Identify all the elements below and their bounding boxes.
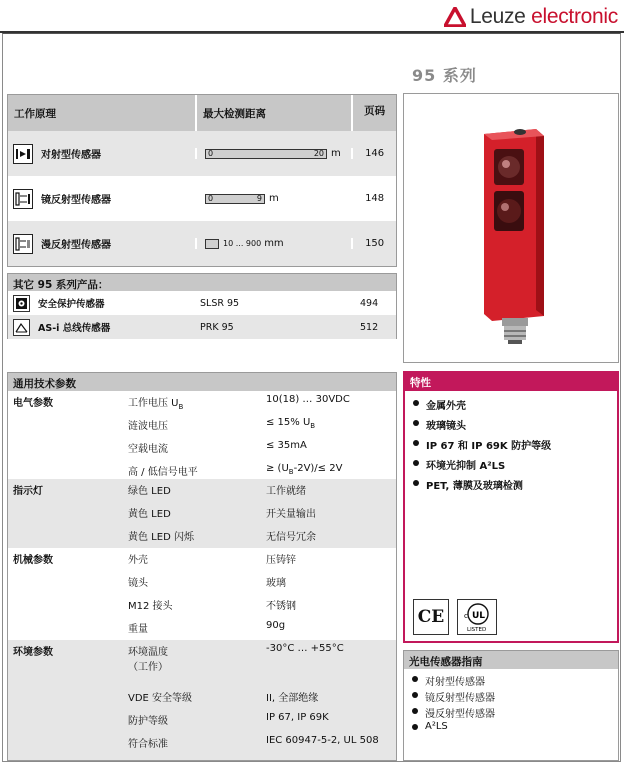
other-product-model: PRK 95 bbox=[200, 321, 234, 333]
range-bar: 0 20 bbox=[205, 149, 327, 159]
svg-text:c: c bbox=[464, 612, 468, 620]
param-row: 黄色 LED 闪烁 无信号冗余 bbox=[128, 532, 316, 543]
guide-item[interactable]: A²LS bbox=[412, 721, 610, 732]
param-group-mechanical bbox=[8, 548, 396, 640]
range-unit: m bbox=[331, 148, 341, 159]
feature-item: 环境光抑制 A²LS bbox=[413, 457, 609, 472]
page-number: 148 bbox=[351, 193, 396, 204]
bullet-icon bbox=[412, 692, 418, 698]
param-group-environment bbox=[8, 640, 396, 760]
other-product-label: 安全保护传感器 bbox=[38, 299, 105, 310]
other-product-model: SLSR 95 bbox=[200, 297, 240, 309]
guide-item[interactable]: 对射型传感器 bbox=[412, 673, 610, 688]
svg-text:LISTED: LISTED bbox=[467, 627, 487, 633]
feature-item: PET, 薄膜及玻璃检测 bbox=[413, 477, 609, 492]
principle-row bbox=[8, 176, 396, 221]
guide-title: 光电传感器指南 bbox=[404, 651, 618, 669]
principle-label: 对射型传感器 bbox=[41, 150, 101, 161]
range-bar bbox=[205, 239, 219, 249]
other-products-title: 其它 95 系列产品： bbox=[8, 274, 396, 291]
other-product-label: AS-i 总线传感器 bbox=[38, 323, 111, 334]
range-unit: mm bbox=[264, 238, 284, 249]
safety-sensor-icon bbox=[13, 295, 30, 312]
brand-name: Leuze bbox=[469, 5, 526, 28]
page-number: 146 bbox=[351, 148, 396, 159]
principle-row bbox=[8, 131, 396, 176]
param-row: 环境温度 （工作） -30°C … +55°C bbox=[128, 643, 344, 673]
guide-item[interactable]: 漫反射型传感器 bbox=[412, 705, 610, 720]
leuze-logo-icon bbox=[444, 7, 466, 27]
principle-table bbox=[7, 94, 397, 267]
principle-label: 漫反射型传感器 bbox=[41, 240, 111, 251]
product-photo bbox=[403, 93, 619, 363]
sensor-product-image bbox=[404, 94, 618, 362]
sensor-guide-box bbox=[403, 650, 619, 761]
brand-suffix: electronic bbox=[531, 5, 618, 28]
series-title: 95 系列 bbox=[412, 66, 477, 85]
param-group-name: 机械参数 bbox=[13, 555, 53, 566]
diffuse-icon bbox=[13, 234, 33, 254]
param-group-electrical bbox=[8, 391, 396, 479]
bullet-icon bbox=[413, 480, 419, 486]
tech-params-title: 通用技术参数 bbox=[8, 373, 396, 391]
bullet-icon bbox=[413, 440, 419, 446]
param-row: M12 接头 不锈钢 bbox=[128, 601, 296, 612]
header-page: 页码 bbox=[351, 95, 396, 131]
svg-text:UL: UL bbox=[472, 611, 486, 621]
param-row: 镜头 玻璃 bbox=[128, 578, 286, 589]
param-group-name: 环境参数 bbox=[13, 647, 53, 658]
bullet-icon bbox=[413, 400, 419, 406]
range-text: 10 ... 900 bbox=[223, 239, 262, 248]
other-product-row bbox=[8, 291, 396, 315]
header-principle: 工作原理 bbox=[14, 107, 56, 120]
range-bar: 0 9 bbox=[205, 194, 265, 204]
other-product-page: 512 bbox=[360, 321, 379, 333]
feature-item: 金属外壳 bbox=[413, 397, 609, 412]
param-row: 空载电流 ≤ 35mA bbox=[128, 440, 307, 455]
ce-mark-icon: CE bbox=[413, 599, 449, 635]
bullet-icon bbox=[412, 724, 418, 730]
param-row: 重量 90g bbox=[128, 620, 286, 635]
range-unit: m bbox=[269, 193, 279, 204]
param-row: 符合标准 IEC 60947-5-2, UL 508 bbox=[128, 735, 379, 750]
feature-item: 玻璃镜头 bbox=[413, 417, 609, 432]
param-group-name: 电气参数 bbox=[13, 398, 53, 409]
param-group-name: 指示灯 bbox=[13, 486, 43, 497]
param-row: 黄色 LED 开关量输出 bbox=[128, 509, 316, 520]
bullet-icon bbox=[413, 420, 419, 426]
throughbeam-icon bbox=[13, 144, 33, 164]
principle-label: 镜反射型传感器 bbox=[41, 195, 111, 206]
other-products-table bbox=[7, 273, 397, 339]
param-row: 涟波电压 ≤ 15% $U_B$ bbox=[128, 417, 316, 432]
asi-sensor-icon bbox=[13, 319, 30, 336]
tech-params-table bbox=[7, 372, 397, 761]
param-group-indicator bbox=[8, 479, 396, 548]
param-row: VDE 安全等级 II, 全部绝缘 bbox=[128, 693, 319, 704]
bullet-icon bbox=[412, 708, 418, 714]
guide-item[interactable]: 镜反射型传感器 bbox=[412, 689, 610, 704]
param-row: 外壳 压铸锌 bbox=[128, 555, 296, 566]
features-title: 特性 bbox=[405, 373, 617, 391]
param-row: 防护等级 IP 67, IP 69K bbox=[128, 712, 329, 727]
bullet-icon bbox=[412, 676, 418, 682]
brand-logo bbox=[444, 6, 618, 28]
retroreflective-icon bbox=[13, 189, 33, 209]
param-row: 工作电压 $U_B$ 10(18) … 30VDC bbox=[128, 394, 350, 411]
header-range: 最大检测距离 bbox=[195, 95, 351, 131]
param-row: 高 / 低信号电平 ≥ $(U_B-2V)/\le 2V$ bbox=[128, 463, 343, 478]
bullet-icon bbox=[413, 460, 419, 466]
ul-listed-icon bbox=[457, 599, 497, 635]
page-number: 150 bbox=[351, 238, 396, 249]
other-product-row bbox=[8, 315, 396, 339]
feature-item: IP 67 和 IP 69K 防护等级 bbox=[413, 437, 609, 452]
principle-row bbox=[8, 221, 396, 266]
param-row: 绿色 LED 工作就绪 bbox=[128, 486, 306, 497]
features-box bbox=[403, 371, 619, 643]
other-product-page: 494 bbox=[360, 297, 379, 309]
